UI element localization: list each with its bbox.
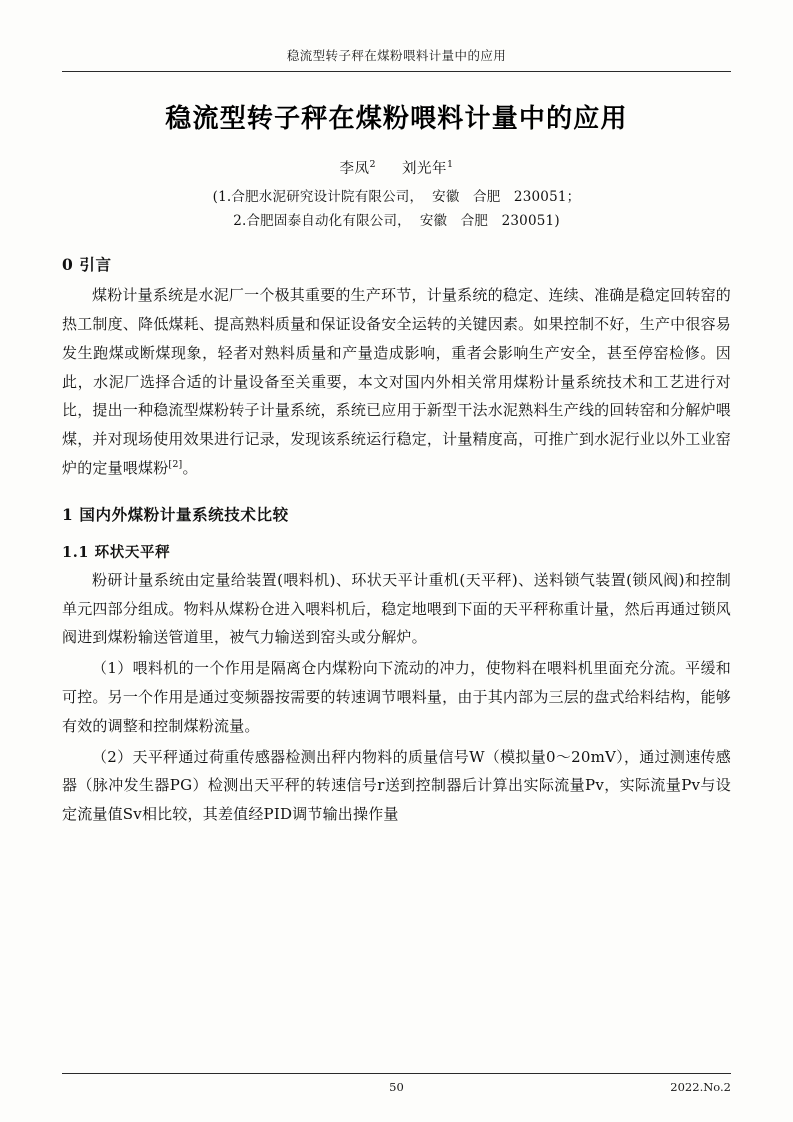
paragraph-1-1-a: 粉研计量系统由定量给装置(喂料机)、环状天平计重机(天平秤)、送料锁气装置(锁风阀)和控制单元四部分组成。物料从煤粉仓进入喂料机后，稳定地喂到下面的天平秤称重计量，然后再通过锁风阀进到煤粉输送管道里，被气力输送到窑头或分解炉。 bbox=[62, 570, 731, 647]
footer-row bbox=[62, 1080, 731, 1094]
section-heading-1: 1 国内外煤粉计量系统技术比较 bbox=[62, 504, 289, 524]
page-number: 50 bbox=[389, 1080, 404, 1094]
author-2-name: 刘光年 bbox=[402, 161, 447, 177]
author-1-name: 李凤 bbox=[339, 161, 370, 177]
citation-ref: [2] bbox=[168, 459, 183, 471]
author-line bbox=[62, 157, 731, 178]
author-1-affil-mark: 2 bbox=[369, 159, 376, 171]
paragraph-1-1-b: （1）喂料机的一个作用是隔离仓内煤粉向下流动的冲力，使物料在喂料机里面充分流。平缓和可控。另一个作用是通过变频器按需要的转速调节喂料量，由于其内部为三层的盘式给料结构，能够有效的调整和控制煤粉流量。 bbox=[62, 659, 731, 735]
running-head-rule bbox=[62, 71, 731, 72]
paragraph-1-1-c: （2）天平秤通过荷重传感器检测出秤内物料的质量信号W（模拟量0～20mV），通过测速传感器（脉冲发生器PG）检测出天平秤的转速信号r送到控制器后计算出实际流量Pv，实际流量Pv与设定流量值Sv相比较，其差值经PID调节输出操作量 bbox=[62, 747, 731, 824]
issue-label: 2022.No.2 bbox=[670, 1080, 731, 1094]
author-2-affil-mark: 1 bbox=[447, 159, 454, 171]
affiliation-line-1: (1.合肥水泥研究设计院有限公司， 安徽 合肥 230051； bbox=[212, 189, 581, 205]
page-content bbox=[62, 46, 731, 1082]
footer-rule bbox=[62, 1073, 731, 1074]
page-footer bbox=[62, 1073, 731, 1094]
affiliation-line-2: 2.合肥固泰自动化有限公司， 安徽 合肥 230051) bbox=[233, 212, 560, 229]
page-title: 稳流型转子秤在煤粉喂料计量中的应用 bbox=[165, 104, 628, 134]
affiliations bbox=[62, 186, 731, 233]
running-head: 稳流型转子秤在煤粉喂料计量中的应用 bbox=[286, 48, 507, 63]
paragraph-intro bbox=[62, 281, 731, 483]
paragraph-intro-tail: 。 bbox=[182, 459, 198, 478]
subsection-heading-1-1: 1.1 环状天平秤 bbox=[62, 543, 171, 561]
paragraph-intro-text: 煤粉计量系统是水泥厂一个极其重要的生产环节，计量系统的稳定、连续、准确是稳定回转窑的热工制度、降低煤耗、提高熟料质量和保证设备安全运转的关键因素。如果控制不好，生产中很容易发生跑煤或断煤现象，轻者对熟料质量和产量造成影响，重者会影响生产安全，甚至停窑检修。因此，水泥厂选择合适的计量设备至关重要，本文对国内外相关常用煤粉计量系统技术和工艺进行对比，提出一种稳流型煤粉转子计量系统，系统已应用于新型干法水泥熟料生产线的回转窑和分解炉喂煤，并对现场使用效果进行记录，发现该系统运行稳定，计量精度高，可推广到水泥行业以外工业窑炉的定量喂煤粉 bbox=[62, 286, 731, 478]
section-heading-0: 0 引言 bbox=[62, 255, 112, 275]
